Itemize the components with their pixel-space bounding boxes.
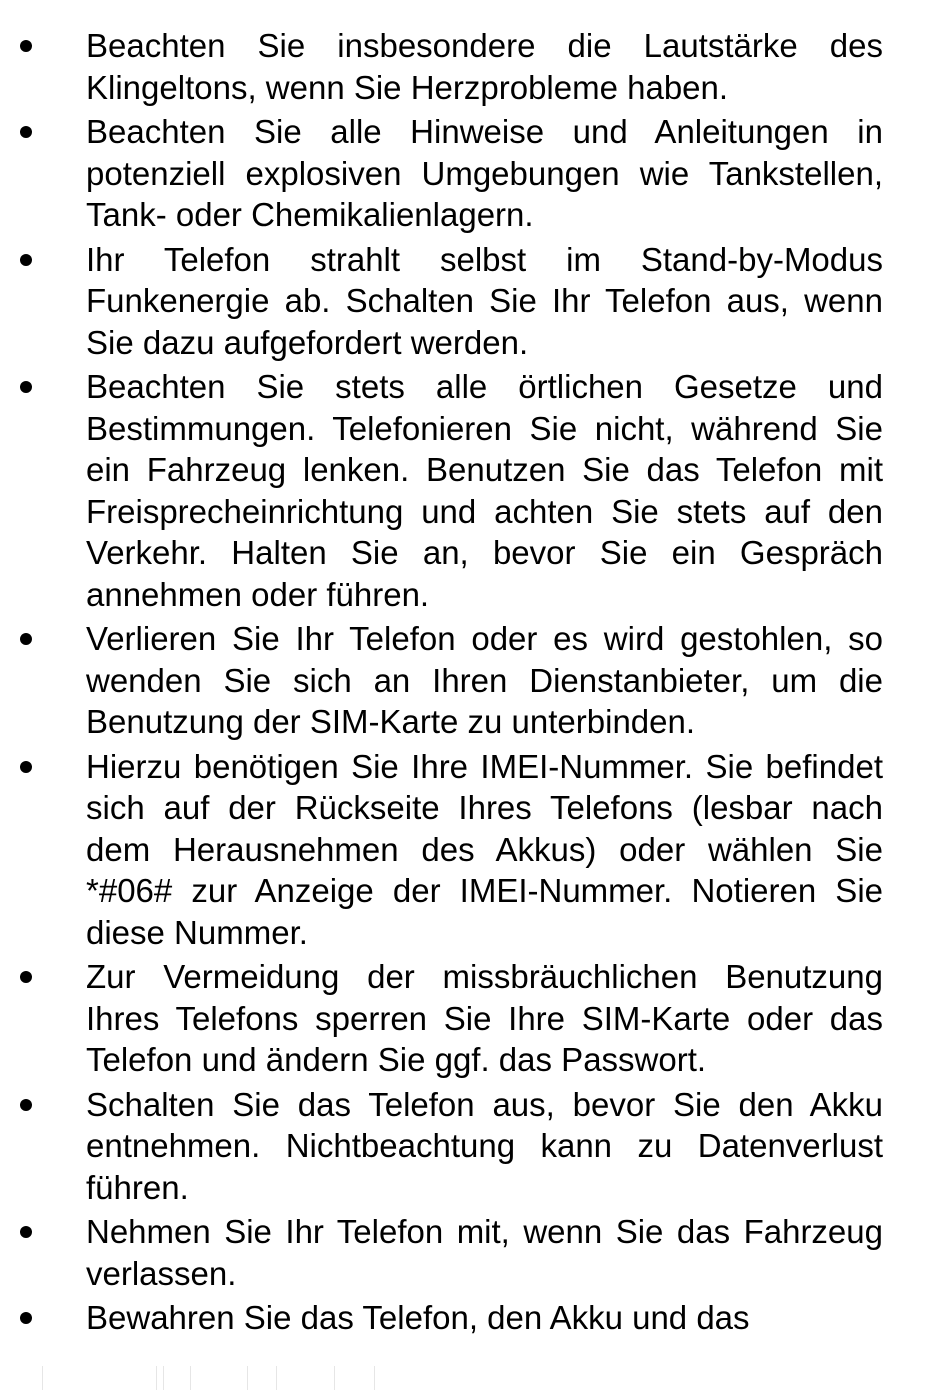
bullet-icon <box>20 126 32 138</box>
scan-artifact <box>247 1366 248 1390</box>
scan-artifact <box>156 1366 157 1390</box>
list-item <box>0 618 883 743</box>
scan-artifact <box>163 1366 164 1390</box>
bullet-icon <box>20 40 32 52</box>
list-item <box>0 746 883 954</box>
scan-artifact <box>334 1366 335 1390</box>
bullet-icon <box>20 1312 32 1324</box>
list-item <box>0 956 883 1081</box>
bullet-icon <box>20 633 32 645</box>
list-item <box>0 25 883 108</box>
list-item-text: Zur Vermeidung der missbräuchlichen Benutzung Ihres Telefons sperren Sie Ihre SIM-Karte oder das Telefon und ändern Sie ggf. das Passwort. <box>86 958 883 1078</box>
bullet-icon <box>20 381 32 393</box>
scan-artifact <box>190 1366 191 1390</box>
bullet-icon <box>20 254 32 266</box>
list-item <box>0 239 883 364</box>
list-item-text: Ihr Telefon strahlt selbst im Stand-by-Modus Funkenergie ab. Schalten Sie Ihr Telefon aus, wenn Sie dazu aufgefordert werden. <box>86 240 883 361</box>
list-item-text: Nehmen Sie Ihr Telefon mit, wenn Sie das Fahrzeug verlassen. <box>86 1213 883 1292</box>
list-item <box>0 366 883 615</box>
page-bottom-edge <box>0 1360 950 1393</box>
scan-artifact <box>276 1366 277 1390</box>
list-item <box>0 1297 883 1339</box>
list-item-text: Beachten Sie stets alle örtlichen Gesetze und Bestimmungen. Telefonieren Sie nicht, während Sie ein Fahrzeug lenken. Benutzen Sie das Telefon mit Freisprecheinrichtung und achten Sie stets auf den Verkehr. Halten Sie an, bevor Sie ein Gespräch annehmen oder führen. <box>86 368 883 613</box>
list-item-text: Verlieren Sie Ihr Telefon oder es wird gestohlen, so wenden Sie sich an Ihren Dienstanbieter, um die Benutzung der SIM-Karte zu unterbinden. <box>86 620 883 740</box>
bullet-icon <box>20 1226 32 1238</box>
bullet-icon <box>20 1099 32 1111</box>
scan-artifact <box>374 1366 375 1390</box>
list-item-text: Bewahren Sie das Telefon, den Akku und das <box>86 1299 750 1336</box>
list-item-text: Hierzu benötigen Sie Ihre IMEI-Nummer. Sie befindet sich auf der Rückseite Ihres Telefons (lesbar nach dem Herausnehmen des Akkus) oder wählen Sie *#06# zur Anzeige der IMEI-Nummer. Notieren Sie diese Nummer. <box>86 747 883 951</box>
list-item-text: Beachten Sie alle Hinweise und Anleitungen in potenziell explosiven Umgebungen wie Tankstellen, Tank- oder Chemikalienlagern. <box>86 113 883 233</box>
list-item-text: Schalten Sie das Telefon aus, bevor Sie den Akku entnehmen. Nichtbeachtung kann zu Datenverlust führen. <box>86 1085 883 1206</box>
list-item-text: Beachten Sie insbesondere die Lautstärke des Klingeltons, wenn Sie Herzprobleme haben. <box>86 27 883 106</box>
scan-artifact <box>42 1366 43 1390</box>
list-item <box>0 111 883 236</box>
safety-bullet-list <box>0 25 950 1342</box>
bullet-icon <box>20 761 32 773</box>
list-item <box>0 1084 883 1209</box>
bullet-icon <box>20 971 32 983</box>
list-item <box>0 1211 883 1294</box>
